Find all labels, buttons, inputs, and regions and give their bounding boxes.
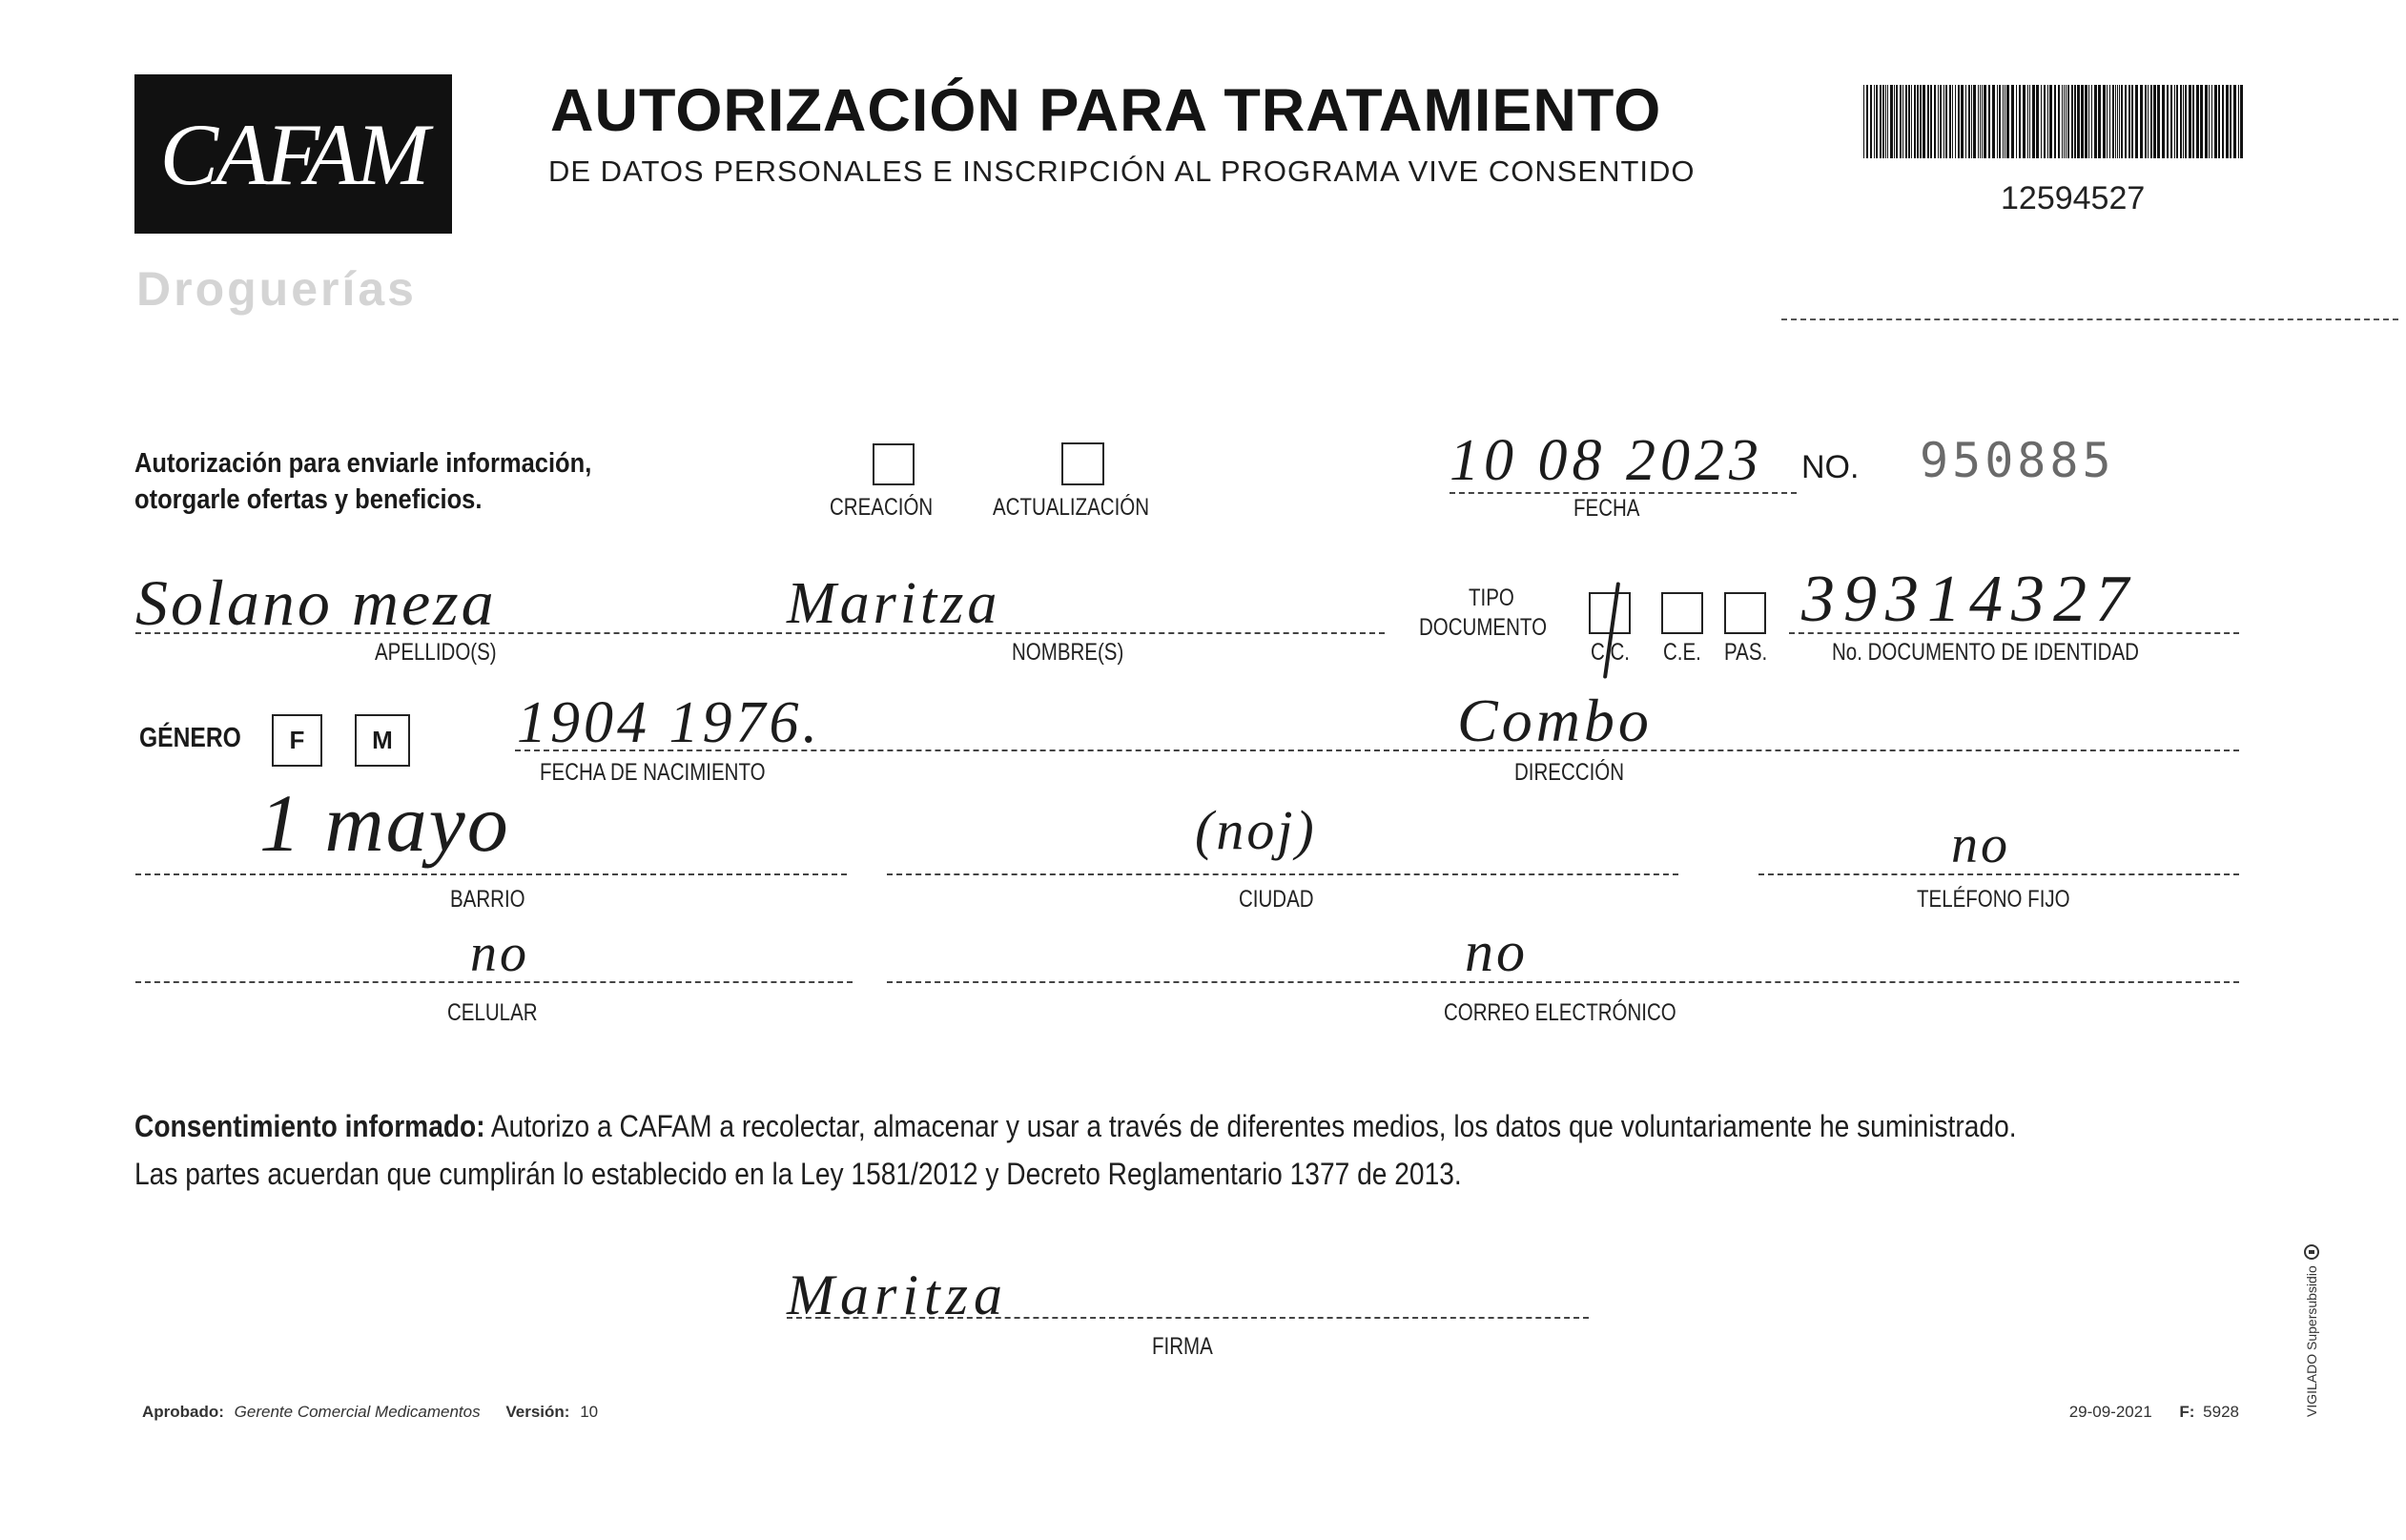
barcode-bar bbox=[1874, 85, 1875, 158]
barcode-bar bbox=[2148, 85, 2149, 158]
barcode-bar bbox=[2183, 85, 2184, 158]
supersubsidio-stamp bbox=[2301, 1217, 2322, 1417]
form-number: 5928 bbox=[2203, 1403, 2239, 1421]
footer-date: 29-09-2021 bbox=[2068, 1403, 2152, 1421]
barcode-bar bbox=[2226, 85, 2229, 158]
barcode-bar bbox=[2119, 85, 2120, 158]
barcode-bar bbox=[1973, 85, 1976, 158]
tipo-label: TIPO bbox=[1469, 585, 1514, 611]
authorization-text-line2: otorgarle ofertas y beneficios. bbox=[134, 484, 483, 515]
consent-text-1: Autorizo a CAFAM a recolectar, almacenar y usar a través de diferentes medios, los datos que voluntariamente he suministrado. bbox=[490, 1109, 2017, 1143]
fecha-value: 10 08 2023 bbox=[1450, 428, 1763, 493]
ciudad-line bbox=[887, 873, 1678, 875]
barcode-bar bbox=[1890, 85, 1893, 158]
approved-by: Gerente Comercial Medicamentos bbox=[234, 1403, 481, 1421]
creacion-checkbox bbox=[873, 443, 915, 485]
barcode-bar bbox=[1900, 85, 1902, 158]
barcode-bar bbox=[2023, 85, 2026, 158]
barcode-bar bbox=[2066, 85, 2067, 158]
barcode-bar bbox=[2218, 85, 2220, 158]
direccion-label: DIRECCIÓN bbox=[1514, 759, 1625, 786]
telefono-fijo-label: TELÉFONO FIJO bbox=[1917, 886, 2070, 913]
barcode-bar bbox=[2029, 85, 2030, 158]
barcode-bar bbox=[1938, 85, 1939, 158]
logo-text: CAFAM bbox=[159, 105, 427, 203]
genero-f-checkbox: F bbox=[272, 714, 322, 767]
barcode-bar bbox=[2170, 85, 2172, 158]
pas-label: PAS. bbox=[1724, 639, 1768, 666]
telefono-fijo-value: no bbox=[1951, 815, 2010, 874]
barcode-bar bbox=[1914, 85, 1916, 158]
fecha-label: FECHA bbox=[1573, 495, 1640, 522]
barcode-bar bbox=[1870, 85, 1872, 158]
consent-line-1 bbox=[134, 1102, 2017, 1150]
barcode-bar bbox=[1885, 85, 1886, 158]
logo-subtext: Droguerías bbox=[136, 262, 417, 316]
barcode-bar bbox=[2233, 85, 2236, 158]
barcode-bar bbox=[2240, 85, 2243, 158]
form-subtitle: DE DATOS PERSONALES E INSCRIPCIÓN AL PROGRAMA VIVE CONSENTIDO bbox=[548, 154, 1696, 188]
nombres-label: NOMBRE(S) bbox=[1012, 639, 1124, 666]
barcode-bar bbox=[1876, 85, 1878, 158]
barcode-bar bbox=[2036, 85, 2039, 158]
barcode-bar bbox=[1923, 85, 1925, 158]
barcode-bar bbox=[2125, 85, 2127, 158]
documento-numero-value: 39314327 bbox=[1801, 563, 2137, 636]
barcode-bar bbox=[2174, 85, 2175, 158]
ce-label: C.E. bbox=[1663, 639, 1701, 666]
footer-form-info bbox=[2069, 1404, 2239, 1420]
barcode-bar bbox=[1896, 85, 1898, 158]
barcode-bar bbox=[2117, 85, 2118, 158]
supersubsidio-seal-icon bbox=[2304, 1244, 2319, 1260]
barcode-bar bbox=[2128, 85, 2130, 158]
barcode-bar bbox=[1980, 85, 1981, 158]
barcode-bar bbox=[2209, 85, 2210, 158]
barcode-bar bbox=[2077, 85, 2080, 158]
correo-value: no bbox=[1465, 920, 1528, 983]
barcode-bar bbox=[2185, 85, 2187, 158]
barcode-bar bbox=[1943, 85, 1944, 158]
barcode-bar bbox=[1997, 85, 1998, 158]
barcode-bar bbox=[2094, 85, 2097, 158]
barcode-bar bbox=[1902, 85, 1903, 158]
barcode-bar bbox=[2098, 85, 2101, 158]
approved-label: Aprobado: bbox=[142, 1403, 224, 1421]
celular-value: no bbox=[470, 924, 529, 983]
barcode-bar bbox=[1905, 85, 1907, 158]
barcode-bar bbox=[2238, 85, 2239, 158]
barcode-bar bbox=[1880, 85, 1882, 158]
barcode-bar bbox=[1866, 85, 1868, 158]
version-value: 10 bbox=[580, 1403, 599, 1421]
documento-label: DOCUMENTO bbox=[1419, 614, 1548, 641]
ciudad-value: (noj) bbox=[1195, 799, 1317, 861]
barcode-bar bbox=[1917, 85, 1919, 158]
barcode-bar bbox=[2157, 85, 2160, 158]
barcode-bar bbox=[1968, 85, 1970, 158]
ce-checkbox bbox=[1661, 592, 1703, 634]
barcode-bar bbox=[1992, 85, 1995, 158]
barcode-bar bbox=[2211, 85, 2212, 158]
pas-checkbox bbox=[1724, 592, 1766, 634]
barcode-bar bbox=[1887, 85, 1888, 158]
consent-heading: Consentimiento informado: bbox=[134, 1109, 485, 1143]
barcode-bar bbox=[2081, 85, 2084, 158]
barcode-bar bbox=[1920, 85, 1922, 158]
barcode-bar bbox=[2192, 85, 2194, 158]
apellidos-value: Solano meza bbox=[135, 566, 497, 639]
barcode-bar bbox=[2019, 85, 2021, 158]
barcode-bar bbox=[2088, 85, 2089, 158]
actualizacion-label: ACTUALIZACIÓN bbox=[993, 494, 1150, 521]
celular-label: CELULAR bbox=[447, 999, 538, 1026]
ciudad-label: CIUDAD bbox=[1239, 886, 1314, 913]
barcode-bar bbox=[1908, 85, 1910, 158]
barcode-bar bbox=[1911, 85, 1912, 158]
barcode-bar bbox=[2140, 85, 2143, 158]
correo-line bbox=[887, 981, 2239, 983]
fecha-nacimiento-value: 1904 1976. bbox=[517, 690, 821, 755]
barcode-bar bbox=[2027, 85, 2028, 158]
barcode-icon bbox=[1863, 85, 2244, 158]
consent-paragraph bbox=[134, 1102, 2273, 1198]
barcode-bar bbox=[1965, 85, 1966, 158]
barcode-bar bbox=[1894, 85, 1895, 158]
fecha-line bbox=[1450, 492, 1797, 494]
barcode-bar bbox=[2062, 85, 2063, 158]
barcode-bar bbox=[2145, 85, 2147, 158]
barcode-bar bbox=[2167, 85, 2169, 158]
barcode-bar bbox=[2112, 85, 2114, 158]
barcode-bar bbox=[1927, 85, 1929, 158]
barcode-bar bbox=[2044, 85, 2046, 158]
apellidos-label: APELLIDO(S) bbox=[375, 639, 497, 666]
signature: Maritza bbox=[787, 1263, 1009, 1326]
barcode-bar bbox=[2049, 85, 2052, 158]
barcode-bar bbox=[2047, 85, 2048, 158]
name-line bbox=[135, 632, 1385, 634]
telefono-line bbox=[1758, 873, 2239, 875]
barcode-bar bbox=[2058, 85, 2060, 158]
barcode-bar bbox=[2162, 85, 2165, 158]
barcode-bar bbox=[2153, 85, 2156, 158]
actualizacion-checkbox bbox=[1061, 442, 1104, 485]
birth-address-line bbox=[515, 749, 2239, 751]
celular-line bbox=[135, 981, 853, 983]
barcode-bar bbox=[1955, 85, 1956, 158]
barcode-bar bbox=[2054, 85, 2056, 158]
barcode-bar bbox=[1999, 85, 2001, 158]
barcode-bar bbox=[1945, 85, 1947, 158]
barcode-bar bbox=[2006, 85, 2009, 158]
footer-approval bbox=[142, 1404, 598, 1420]
barcode-bar bbox=[2176, 85, 2178, 158]
documento-numero-label: No. DOCUMENTO DE IDENTIDAD bbox=[1832, 639, 2139, 666]
barcode-bar bbox=[1934, 85, 1936, 158]
genero-m-checkbox: M bbox=[355, 714, 410, 767]
form-title: AUTORIZACIÓN PARA TRATAMIENTO bbox=[550, 77, 1662, 144]
barcode-bar bbox=[2032, 85, 2035, 158]
barcode-bar bbox=[2189, 85, 2191, 158]
form-number-value: 950885 bbox=[1920, 433, 2115, 488]
version-label: Versión: bbox=[505, 1403, 570, 1421]
barrio-label: BARRIO bbox=[450, 886, 525, 913]
barcode-bar bbox=[2135, 85, 2138, 158]
barcode-bar bbox=[2115, 85, 2116, 158]
nombres-value: Maritza bbox=[787, 571, 1001, 636]
barcode-bar bbox=[2041, 85, 2042, 158]
barcode-bar bbox=[1971, 85, 1972, 158]
barcode-bar bbox=[1940, 85, 1942, 158]
cc-label: C.C. bbox=[1591, 639, 1630, 666]
barcode-bar bbox=[2074, 85, 2076, 158]
direccion-value: Combo bbox=[1457, 687, 1653, 754]
barrio-value: 1 mayo bbox=[259, 777, 510, 869]
barcode-bar bbox=[2003, 85, 2004, 158]
firma-label: FIRMA bbox=[1152, 1333, 1213, 1360]
barcode-bar bbox=[1952, 85, 1953, 158]
barcode-bar bbox=[1958, 85, 1960, 158]
cafam-logo bbox=[134, 74, 452, 234]
barcode-bar bbox=[1863, 85, 1864, 158]
barcode-bar bbox=[2214, 85, 2217, 158]
authorization-text-line1: Autorización para enviarle información, bbox=[134, 448, 592, 479]
barcode-bar bbox=[2131, 85, 2133, 158]
barcode-bar bbox=[2107, 85, 2108, 158]
barcode-bar bbox=[1984, 85, 1986, 158]
barcode-number: 12594527 bbox=[2001, 180, 2146, 216]
documento-line bbox=[1789, 632, 2239, 634]
barcode-bar bbox=[2064, 85, 2065, 158]
barcode-bar bbox=[2196, 85, 2199, 158]
barrio-line bbox=[135, 873, 847, 875]
side-stamp-text: VIGILADO Supersubsidio bbox=[2304, 1265, 2319, 1417]
barcode-bar bbox=[2103, 85, 2106, 158]
barcode-bar bbox=[1988, 85, 1990, 158]
creacion-label: CREACIÓN bbox=[830, 494, 934, 521]
barcode-bar bbox=[2016, 85, 2017, 158]
correo-label: CORREO ELECTRÓNICO bbox=[1444, 999, 1676, 1026]
barcode-bar bbox=[1882, 85, 1884, 158]
barcode-bar bbox=[2205, 85, 2208, 158]
number-label: NO. bbox=[1801, 449, 1860, 485]
barcode-bar bbox=[2200, 85, 2203, 158]
barcode-bar bbox=[2109, 85, 2110, 158]
barcode-bar bbox=[2091, 85, 2092, 158]
barcode-bar bbox=[1982, 85, 1983, 158]
barcode-bar bbox=[1961, 85, 1964, 158]
barcode-bar bbox=[1930, 85, 1932, 158]
barcode-bar bbox=[2121, 85, 2123, 158]
barcode-bar bbox=[2011, 85, 2014, 158]
barcode-bar bbox=[2067, 85, 2069, 158]
barcode-bar bbox=[2150, 85, 2152, 158]
consent-line-2: Las partes acuerdan que cumplirán lo establecido en la Ley 1581/2012 y Decreto Reglamentario 1377 de 2013. bbox=[134, 1157, 1462, 1191]
barcode-bar bbox=[2085, 85, 2087, 158]
genero-label: GÉNERO bbox=[139, 723, 241, 753]
divider-line bbox=[1781, 318, 2398, 320]
form-label: F: bbox=[2179, 1403, 2195, 1421]
barcode-bar bbox=[2222, 85, 2224, 158]
barcode-bar bbox=[2071, 85, 2073, 158]
barcode-bar bbox=[2180, 85, 2182, 158]
barcode-bar bbox=[1978, 85, 1979, 158]
barcode-bar bbox=[2230, 85, 2231, 158]
barcode-bar bbox=[1949, 85, 1951, 158]
fecha-nacimiento-label: FECHA DE NACIMIENTO bbox=[540, 759, 766, 786]
signature-line bbox=[787, 1317, 1589, 1319]
